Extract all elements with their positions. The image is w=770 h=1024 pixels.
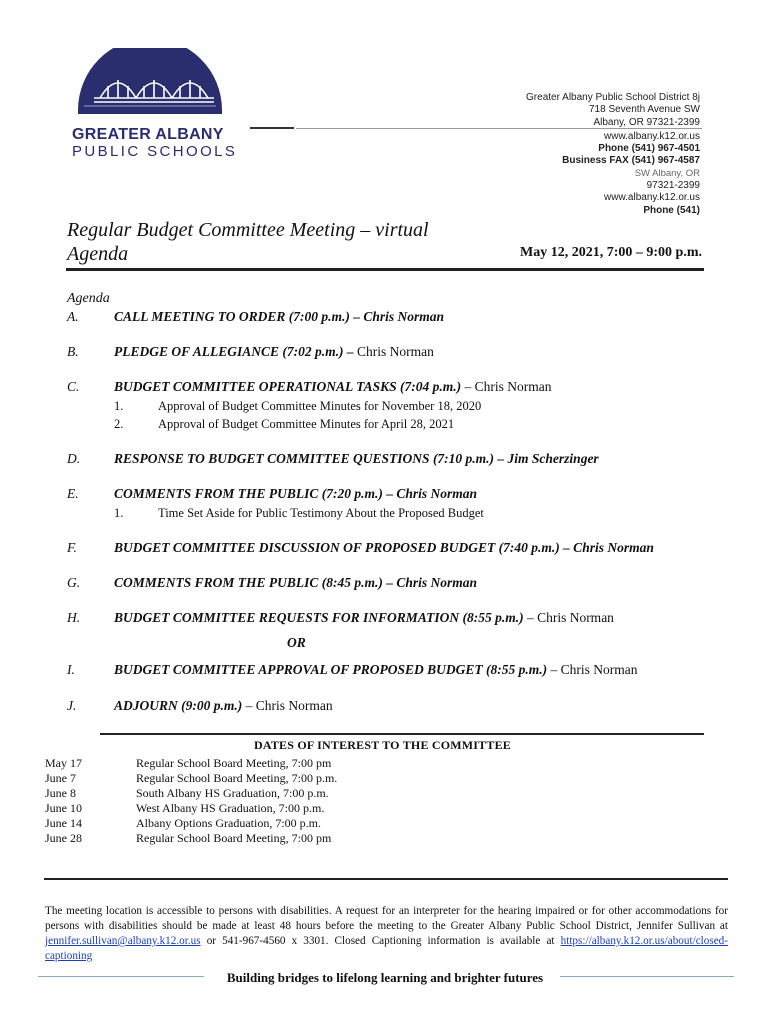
logo-title: GREATER ALBANY — [72, 126, 224, 143]
accessibility-notice — [45, 904, 728, 964]
sub-item-number: 2. — [114, 417, 124, 431]
agenda-item-title: ADJOURN (9:00 p.m.) — [114, 698, 243, 713]
page-title — [67, 218, 429, 266]
address-block — [526, 92, 700, 217]
dates-heading: DATES OF INTEREST TO THE COMMITTEE — [254, 738, 511, 752]
agenda-item-presenter: – Chris Norman — [461, 379, 552, 394]
captioning-link[interactable]: https://albany.k12.or.us/about/closed-captioning — [45, 935, 728, 962]
date-value: June 8 — [45, 786, 76, 800]
date-value: June 7 — [45, 771, 76, 785]
agenda-item-presenter: Chris Norman — [353, 344, 434, 359]
sub-item-text: Approval of Budget Committee Minutes for April 28, 2021 — [158, 417, 455, 431]
sub-item-text: Time Set Aside for Public Testimony About the Proposed Budget — [158, 506, 484, 520]
agenda-item-title: CALL MEETING TO ORDER (7:00 p.m.) – Chris Norman — [114, 309, 445, 324]
ghost-phone: Phone (541) — [643, 204, 700, 216]
agenda-letter: I. — [67, 662, 75, 677]
header-divider — [250, 127, 294, 129]
title-subline: Agenda — [67, 243, 129, 265]
agenda-letter: F. — [67, 540, 77, 555]
agenda-letter: A. — [67, 309, 79, 324]
footer-divider — [44, 878, 728, 880]
agenda-letter: B. — [67, 344, 79, 359]
sub-item-number: 1. — [114, 506, 124, 520]
agenda-letter: E. — [67, 486, 79, 501]
ghost-city: SW Albany, OR — [634, 167, 700, 179]
sub-item-text: Approval of Budget Committee Minutes for November 18, 2020 — [158, 399, 482, 413]
agenda-letter: H. — [67, 610, 81, 625]
agenda-item-title: BUDGET COMMITTEE REQUESTS FOR INFORMATION (8:55 p.m.) — [114, 610, 524, 625]
agenda-item-title: BUDGET COMMITTEE DISCUSSION OF PROPOSED BUDGET (7:40 p.m.) – Chris Norman — [114, 540, 654, 555]
agenda-item-title: BUDGET COMMITTEE OPERATIONAL TASKS (7:04 p.m.) — [114, 379, 462, 394]
street-address: 718 Seventh Avenue SW — [588, 104, 700, 116]
meeting-date: May 12, 2021, 7:00 – 9:00 p.m. — [520, 245, 702, 260]
agenda-item-title: RESPONSE TO BUDGET COMMITTEE QUESTIONS (7:10 p.m.) – Jim Scherzinger — [114, 451, 599, 466]
title-divider — [66, 268, 704, 271]
date-value: June 28 — [45, 831, 82, 845]
fax: Business FAX (541) 967-4587 — [562, 155, 700, 167]
date-event: South Albany HS Graduation, 7:00 p.m. — [136, 786, 329, 800]
city-address: Albany, OR 97321-2399 — [593, 116, 700, 128]
notice-text: The meeting location is accessible to persons with disabilities. A request for an interpreter for the hearing impaired or for other accommodations for persons with disabilities should be made at least 48 hours before the meeting to the Greater Albany Public School District, Jennifer Sullivan at — [45, 905, 728, 932]
or-separator: OR — [287, 635, 306, 650]
agenda-item-presenter: – Chris Norman — [242, 698, 333, 713]
notice-text-2: or 541-967-4560 x 3301. Closed Captioning information is available at — [200, 935, 561, 947]
phone: Phone (541) 967-4501 — [598, 143, 700, 155]
agenda-letter: D. — [67, 451, 81, 466]
date-event: Albany Options Graduation, 7:00 p.m. — [136, 816, 321, 830]
agenda-item-title: PLEDGE OF ALLEGIANCE (7:02 p.m.) – — [114, 344, 354, 359]
agenda-item-title: COMMENTS FROM THE PUBLIC (7:20 p.m.) – Chris Norman — [114, 486, 478, 501]
title-line: Regular Budget Committee Meeting – virtual — [67, 219, 429, 241]
date-value: May 17 — [45, 756, 82, 770]
agenda-heading: Agenda — [67, 291, 110, 306]
date-event: Regular School Board Meeting, 7:00 pm — [136, 756, 332, 770]
district-name: Greater Albany Public School District 8j — [526, 92, 700, 103]
sub-item-number: 1. — [114, 399, 124, 413]
agenda-item-title: BUDGET COMMITTEE APPROVAL OF PROPOSED BUDGET (8:55 p.m.) — [114, 662, 548, 677]
agenda-item-presenter: – Chris Norman — [523, 610, 614, 625]
dates-divider — [100, 733, 704, 735]
ghost-web: www.albany.k12.or.us — [604, 192, 700, 204]
logo-subtitle: PUBLIC SCHOOLS — [72, 143, 238, 160]
agenda-letter: J. — [67, 698, 77, 713]
email-link[interactable]: jennifer.sullivan@albany.k12.or.us — [45, 935, 201, 947]
date-event: Regular School Board Meeting, 7:00 pm — [136, 831, 332, 845]
ghost-zip: 97321-2399 — [646, 180, 700, 192]
date-value: June 10 — [45, 801, 82, 815]
date-event: Regular School Board Meeting, 7:00 p.m. — [136, 771, 338, 785]
date-event: West Albany HS Graduation, 7:00 p.m. — [136, 801, 325, 815]
agenda-item-title: COMMENTS FROM THE PUBLIC (8:45 p.m.) – Chris Norman — [114, 575, 478, 590]
website: www.albany.k12.or.us — [604, 130, 700, 142]
date-value: June 14 — [45, 816, 82, 830]
agenda-item-presenter: – Chris Norman — [547, 662, 638, 677]
agenda-letter: G. — [67, 575, 81, 590]
agenda-letter: C. — [67, 379, 80, 394]
tagline: Building bridges to lifelong learning and brighter futures — [226, 970, 544, 985]
